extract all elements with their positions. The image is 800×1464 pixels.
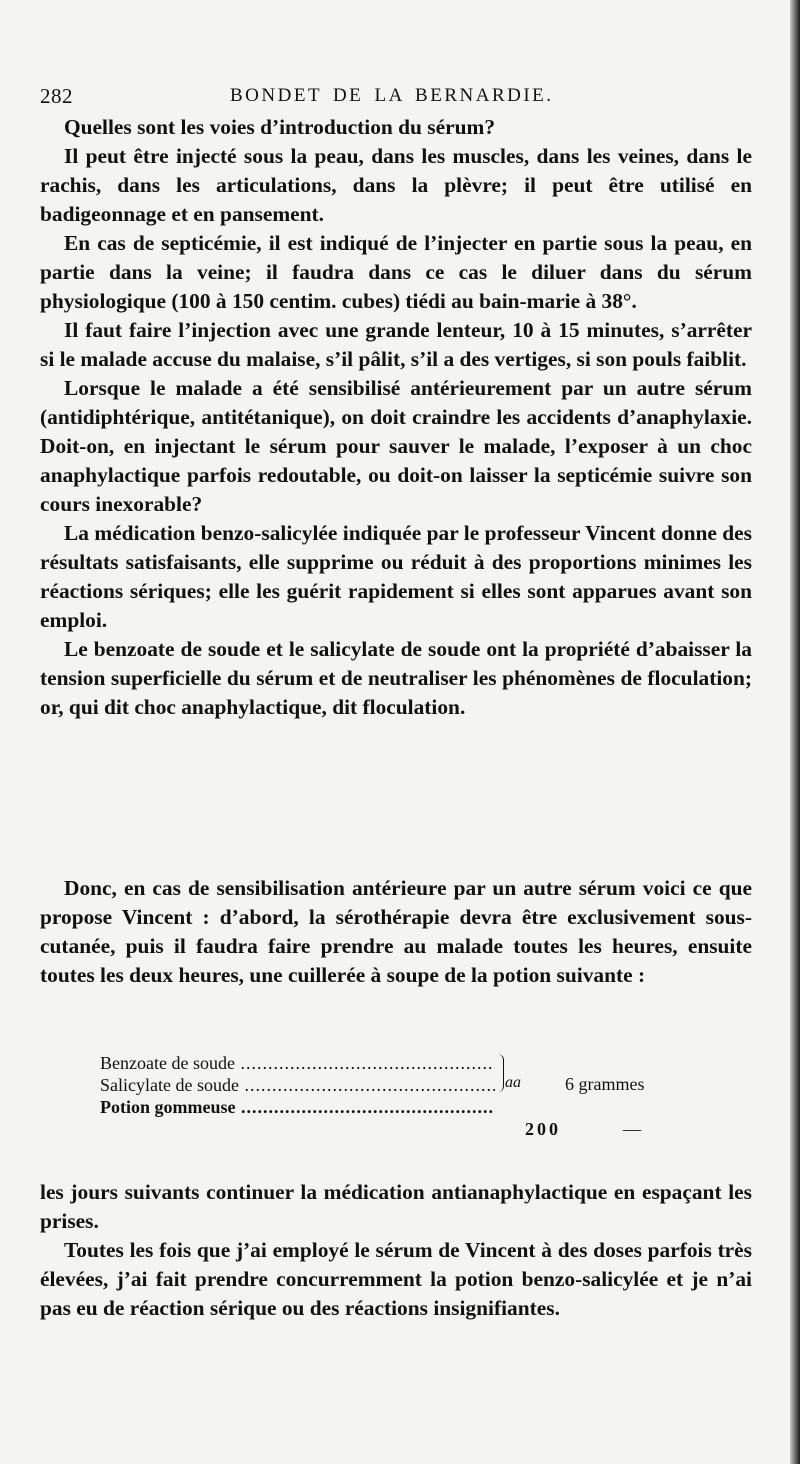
ingredient-label: Benzoate de soude ..... [100,1052,495,1074]
paragraph: La médication benzo-salicylée indiquée par le professeur Vincent donne des résultats satisfaisants, elle supprime ou réduit à des proportions minimes les réactions sériques; elle les guérit rapidement si elles sont apparues avant son emploi. [40,521,752,632]
running-head: BONDET DE LA BERNARDIE. [230,85,554,106]
brace-symbol [493,1054,504,1092]
paragraph: Donc, en cas de sensibilisation antérieure par un autre sérum voici ce que propose Vincent : d’abord, la sérothérapie devra être exclusivement sous-cutanée, puis il faudra faire prendre au malade toutes les heures, ensuite toutes les deux heures, une cuillerée à soupe de la potion suivante : [40,876,752,987]
paragraph: Il peut être injecté sous la peau, dans les muscles, dans les veines, dans le rachis, dans les articulations, dans la plèvre; il peut être utilisé en badigeonnage et en pansement. [40,144,752,226]
paragraph: Il faut faire l’injection avec une grande lenteur, 10 à 15 minutes, s’arrêter si le malade accuse du malaise, s’il pâlit, s’il a des vertiges, si son pouls faiblit. [40,318,752,371]
ingredient-label: Salicylate de soude ..... [100,1074,495,1096]
page-spine-shadow [790,0,800,1464]
shared-quantity: 6 grammes [565,1074,645,1094]
potion-quantity: 200 [525,1119,561,1139]
paragraph: Le benzoate de soude et le salicylate de soude ont la propriété d’abaisser la tension superficielle du sérum et de neutraliser les phénomènes de floculation; or, qui dit choc anaphylactique, dit floculation. [40,637,752,719]
text-block-middle [40,874,752,990]
ingredient-label: Potion gommeuse ..... [100,1096,495,1118]
paragraph: Lorsque le malade a été sensibilisé antérieurement par un autre sérum (antidiphtérique, antitétanique), on doit craindre les accidents d’anaphylaxie. Doit-on, en injectant le sérum pour sauver le malade, l’exposer à un choc anaphylactique parfois redoutable, ou doit-on laisser la septicémie suivre son cours inexorable? [40,376,752,516]
potion-unit-dash: — [623,1119,641,1139]
recipe-row [100,1096,700,1118]
prescription-table [100,1052,700,1139]
paragraph: En cas de septicémie, il est indiqué de l’injecter en partie sous la peau, en partie dans la veine; il faudra dans ce cas le diluer dans du sérum physiologique (100 à 150 centim. cubes) tiédi au bain-marie à 38°. [40,231,752,313]
text-block-bottom [40,1178,752,1323]
aa-abbreviation: aa [505,1074,521,1091]
page-number: 282 [40,84,73,108]
page-header [40,84,740,110]
recipe-row [100,1052,700,1074]
text-block-top [40,113,752,722]
paragraph: Quelles sont les voies d’introduction du sérum? [64,115,496,139]
paragraph: Toutes les fois que j’ai employé le sérum de Vincent à des doses parfois très élevées, j’ai fait prendre concurremment la potion benzo-salicylée et je n’ai pas eu de réaction sérique ou des réactions insignifiantes. [40,1238,752,1320]
paragraph: les jours suivants continuer la médication antianaphylactique en espaçant les prises. [40,1180,752,1233]
